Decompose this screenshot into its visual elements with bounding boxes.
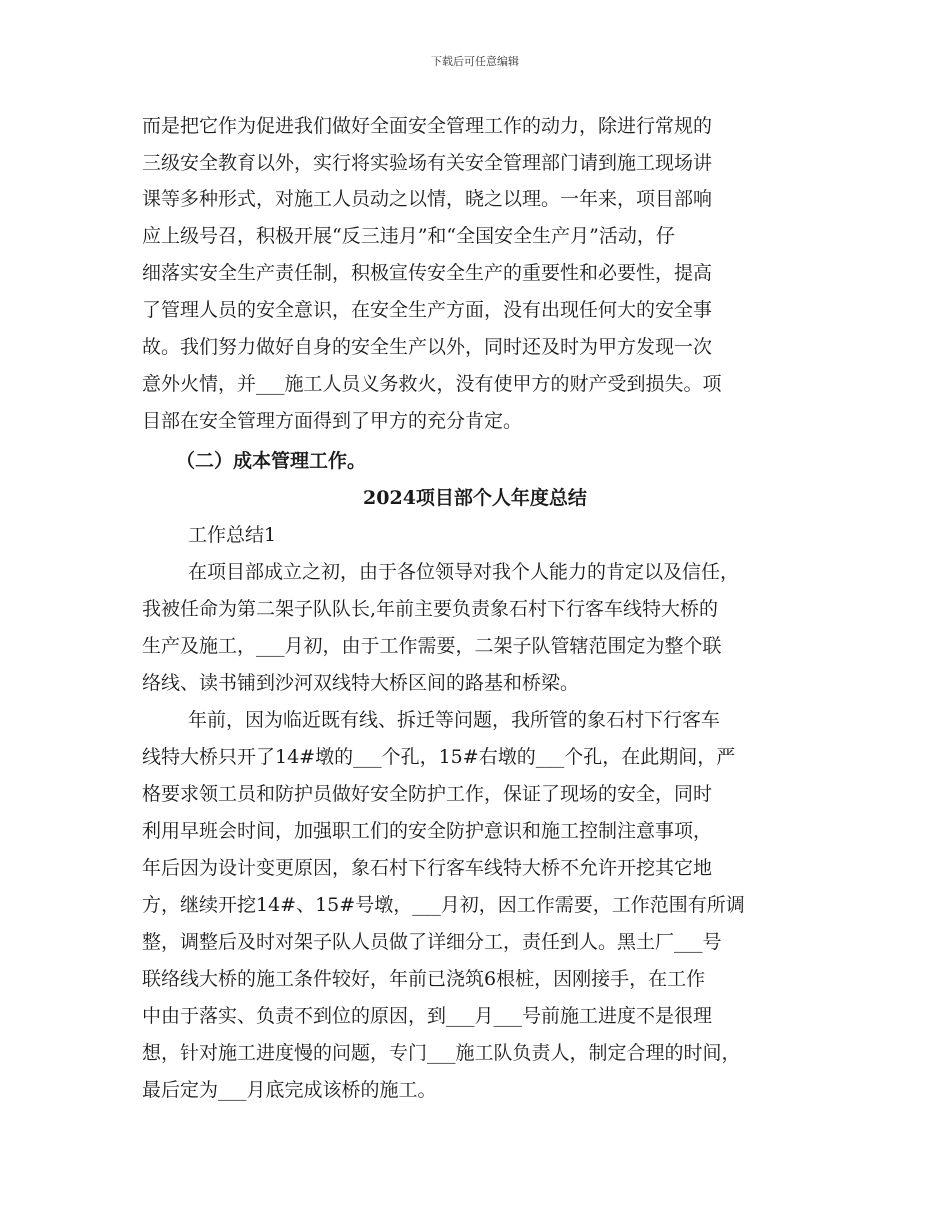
paragraph-line: 课等多种形式，对施工人员动之以情，晓之以理。一年来，项目部响 bbox=[142, 188, 713, 210]
paragraph-line: 线特大桥只开了14#墩的___个孔，15#右墩的___个孔，在此期间，严 bbox=[142, 746, 736, 768]
paragraph-line: 故。我们努力做好自身的安全生产以外，同时还及时为甲方发现一次 bbox=[142, 336, 713, 358]
paragraph-line: 意外火情，并___施工人员义务救火，没有使甲方的财产受到损失。项 bbox=[142, 373, 722, 395]
paragraph-line: 目部在安全管理方面得到了甲方的充分肯定。 bbox=[142, 410, 523, 432]
paragraph-line: 生产及施工，___月初，由于工作需要，二架子队管辖范围定为整个联 bbox=[142, 635, 722, 657]
summary-label: 工作总结1 bbox=[188, 524, 277, 546]
paragraph-line: 三级安全教育以外，实行将实验场有关安全管理部门请到施工现场讲 bbox=[142, 152, 713, 174]
paragraph-line: 应上级号召，积极开展“反三违月”和“全国安全生产月”活动，仔 bbox=[142, 225, 675, 247]
paragraph-line: 想，针对施工进度慢的问题，专门___施工队负责人，制定合理的时间， bbox=[142, 1042, 741, 1064]
paragraph-line: 络线、读书铺到沙河双线特大桥区间的路基和桥梁。 bbox=[142, 672, 580, 694]
paragraph-line: 而是把它作为促进我们做好全面安全管理工作的动力，除进行常规的 bbox=[142, 115, 713, 137]
paragraph-line: 年后因为设计变更原因，象石村下行客车线特大桥不允许开挖其它地 bbox=[142, 857, 713, 879]
paragraph-line: 整，调整后及时对架子队人员做了详细分工，责任到人。黑土厂___号 bbox=[142, 931, 722, 953]
paragraph-line: 中由于落实、负责不到位的原因，到___月___号前施工进度不是很理 bbox=[142, 1005, 713, 1027]
page-header: 下载后可任意编辑 bbox=[431, 55, 519, 68]
paragraph-line: 联络线大桥的施工条件较好，年前已浇筑6根桩，因刚接手，在工作 bbox=[142, 968, 706, 990]
paragraph-line: 格要求领工员和防护员做好安全防护工作，保证了现场的安全，同时 bbox=[142, 783, 713, 805]
paragraph-line: 方，继续开挖14#、15#号墩，___月初，因工作需要，工作范围有所调 bbox=[142, 894, 745, 916]
paragraph-line: 细落实安全生产责任制，积极宣传安全生产的重要性和必要性，提高 bbox=[142, 262, 713, 284]
paragraph-line: 我被任命为第二架子队队长,年前主要负责象石村下行客车线特大桥的 bbox=[142, 598, 719, 620]
paragraph-line: 最后定为___月底完成该桥的施工。 bbox=[142, 1079, 437, 1101]
paragraph-line: 利用早班会时间，加强职工们的安全防护意识和施工控制注意事项， bbox=[142, 820, 713, 842]
section-heading: （二）成本管理工作。 bbox=[176, 450, 367, 472]
paragraph-line: 在项目部成立之初，由于各位领导对我个人能力的肯定以及信任， bbox=[188, 561, 740, 583]
document-title: 2024项目部个人年度总结 bbox=[363, 487, 587, 509]
paragraph-line: 了管理人员的安全意识，在安全生产方面，没有出现任何大的安全事 bbox=[142, 299, 713, 321]
paragraph-line: 年前，因为临近既有线、拆迁等问题，我所管的象石村下行客车 bbox=[188, 709, 721, 731]
